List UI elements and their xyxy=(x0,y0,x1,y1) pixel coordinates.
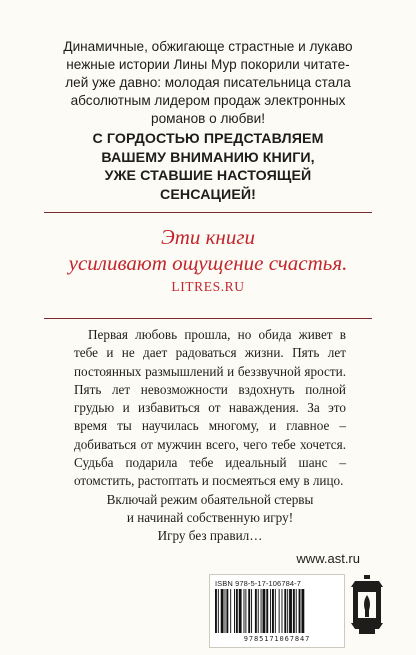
intro-paragraph xyxy=(20,38,396,128)
quote-line-1: Эти книги xyxy=(160,225,256,249)
publisher-website: www.ast.ru xyxy=(296,551,360,566)
headline-line: СЕНСАЦИЕЙ! xyxy=(159,186,257,203)
quote-line-2: усиливают ощущение счастья. xyxy=(68,251,348,275)
headline-line: С ГОРДОСТЬЮ ПРЕДСТАВЛЯЕМ xyxy=(92,131,324,147)
blurb-line: Игру без правил… xyxy=(157,528,263,544)
brand-name: LITRES.RU xyxy=(171,279,245,294)
intro-line: абсолютным лидером продаж электронных xyxy=(70,93,346,108)
barcode-box xyxy=(209,574,345,648)
bottom-divider xyxy=(44,318,372,319)
headline xyxy=(20,130,396,204)
isbn-text: ISBN 978-5-17-106784-7 xyxy=(215,579,302,588)
headline-line: УЖЕ СТАВШИЕ НАСТОЯЩЕЙ xyxy=(104,168,312,184)
intro-line: нежные истории Лины Мур покорили читате- xyxy=(66,57,350,72)
intro-line: романов о любви! xyxy=(151,111,265,126)
headline-line: ВАШЕМУ ВНИМАНИЮ КНИГИ, xyxy=(101,149,315,166)
barcode-icon xyxy=(215,589,339,633)
blurb-line: Включай режим обаятельной стервы xyxy=(106,491,314,507)
blurb-line: и начинай собственную игру! xyxy=(126,509,294,525)
intro-line: Динамичные, обжигающе страстные и лукаво xyxy=(63,39,353,54)
blurb xyxy=(74,326,346,546)
lantern-icon xyxy=(349,575,385,635)
barcode-number: 9785171067847 xyxy=(243,635,311,643)
intro-line: лей уже давно: молодая писательница стала xyxy=(65,75,351,90)
quote xyxy=(20,224,396,276)
blurb-main-text: Первая любовь прошла, но обида живет в тебе и не дает радоваться жизни. Пять лет постоянных размышлений и беззвучной ярости. Пять лет невозможности вздохнуть полной грудью и избавиться от наваждения. За это время ты научилась многому, и главное – добиваться от мужчин всего, чего тебе хочется. Судьба подарила тебе идеальный шанс – отомстить, растоптать и посмеяться ему в лицо. xyxy=(74,327,346,489)
top-divider xyxy=(44,212,372,213)
